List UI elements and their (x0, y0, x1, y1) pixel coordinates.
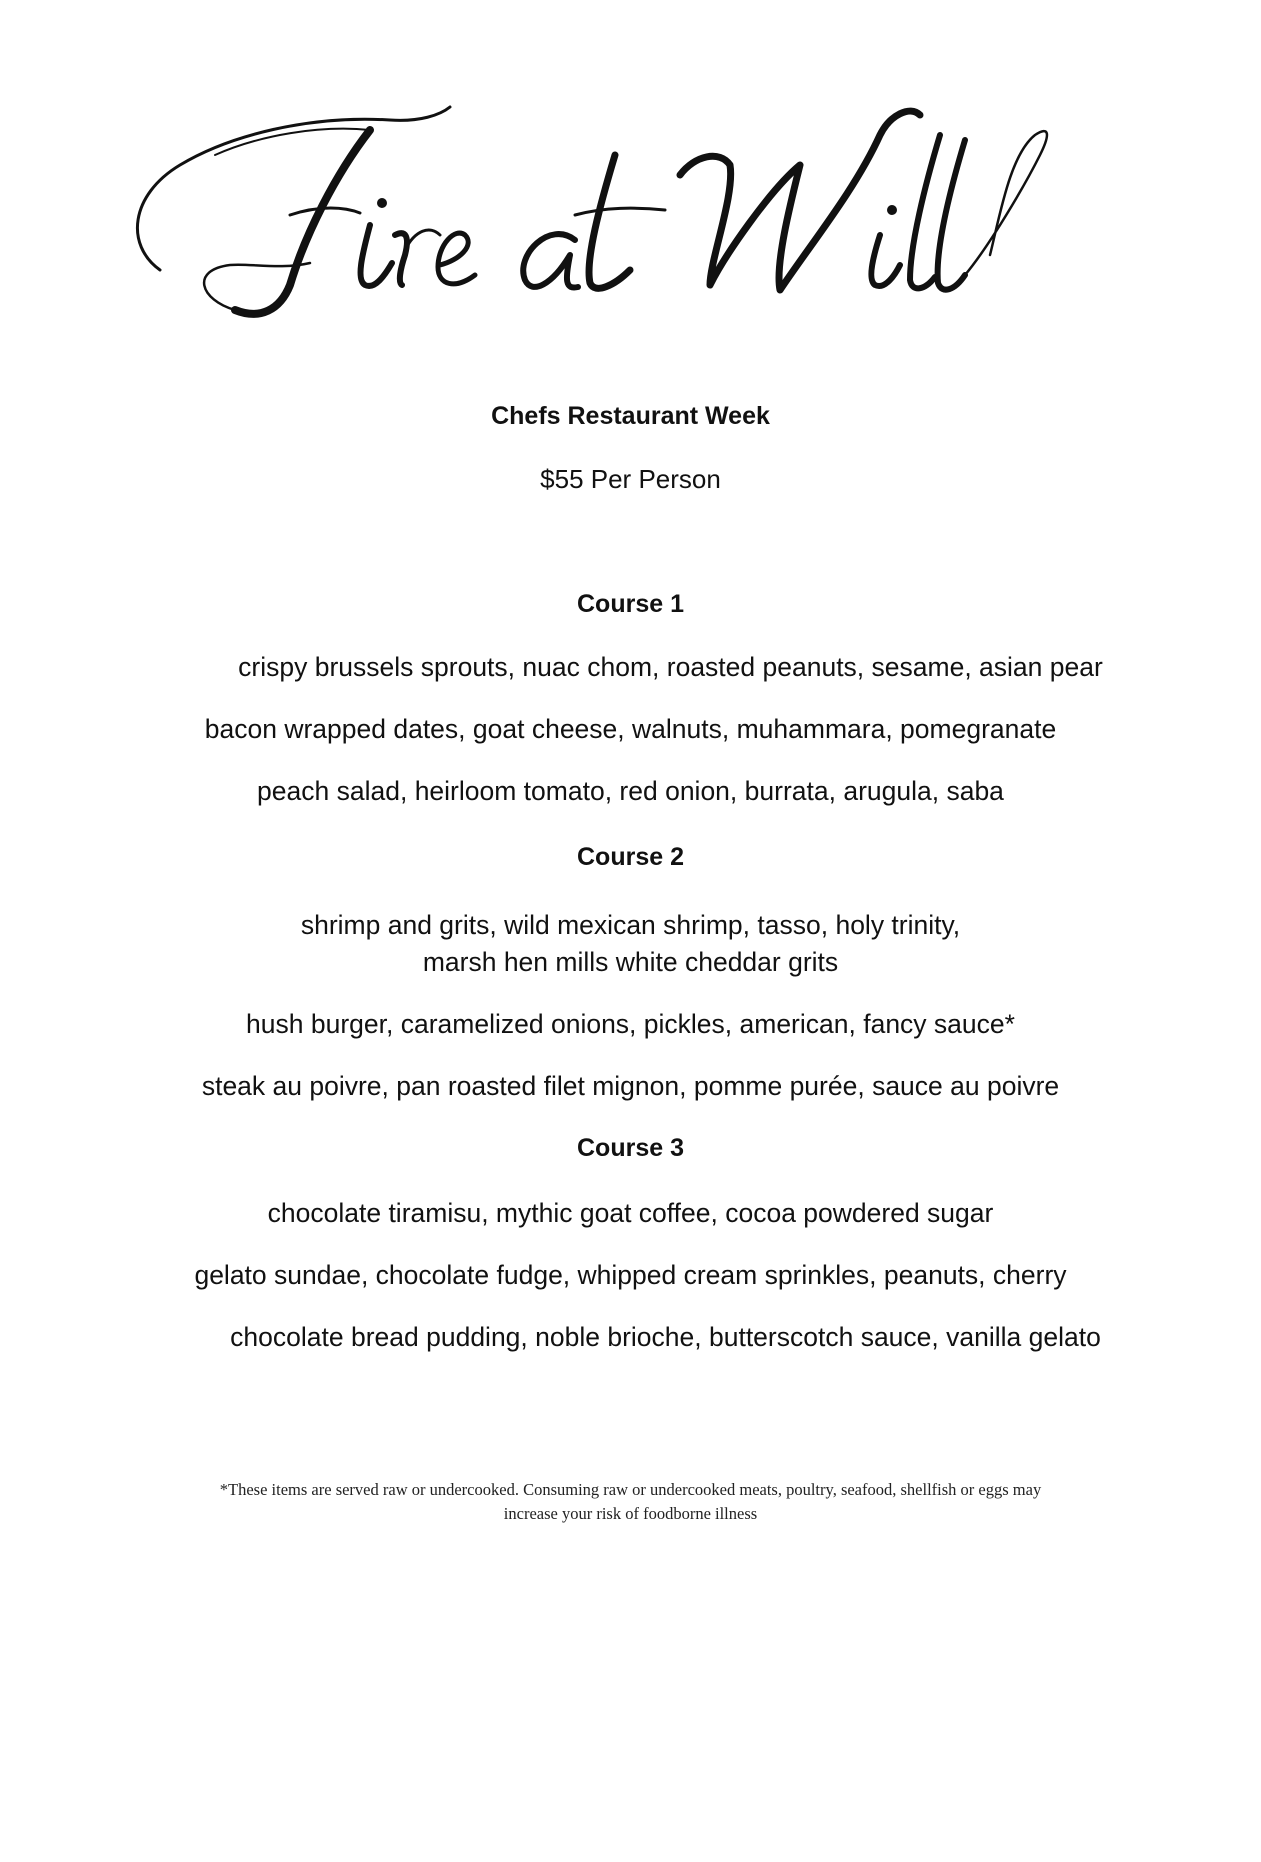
course-1-heading: Course 1 (577, 590, 684, 618)
fire-at-will-logo (120, 95, 1080, 325)
course-2-heading: Course 2 (577, 843, 684, 871)
menu-item: steak au poivre, pan roasted filet mignon, pomme purée, sauce au poivre (201, 1071, 1060, 1101)
menu-item: shrimp and grits, wild mexican shrimp, tasso, holy trinity, (300, 910, 961, 940)
menu-item: gelato sundae, chocolate fudge, whipped cream sprinkles, peanuts, cherry (194, 1260, 1067, 1290)
menu-item: hush burger, caramelized onions, pickles, american, fancy sauce* (246, 1009, 1015, 1039)
course-3-heading: Course 3 (577, 1134, 684, 1162)
menu-item: chocolate bread pudding, noble brioche, butterscotch sauce, vanilla gelato (230, 1322, 1101, 1352)
raw-food-disclaimer-continued: increase your risk of foodborne illness (503, 1504, 758, 1523)
raw-food-disclaimer: *These items are served raw or undercooked. Consuming raw or undercooked meats, poultry, seafood, shellfish or eggs may (219, 1480, 1042, 1499)
menu-item-continued: marsh hen mills white cheddar grits (422, 947, 839, 977)
menu-title: Chefs Restaurant Week (491, 402, 770, 430)
menu-item: chocolate tiramisu, mythic goat coffee, cocoa powdered sugar (267, 1198, 994, 1228)
menu-item: peach salad, heirloom tomato, red onion, burrata, arugula, saba (257, 776, 1004, 806)
menu-item: crispy brussels sprouts, nuac chom, roasted peanuts, sesame, asian pear (238, 652, 1103, 682)
menu-item: bacon wrapped dates, goat cheese, walnuts, muhammara, pomegranate (204, 714, 1057, 744)
price-per-person: $55 Per Person (540, 464, 721, 494)
